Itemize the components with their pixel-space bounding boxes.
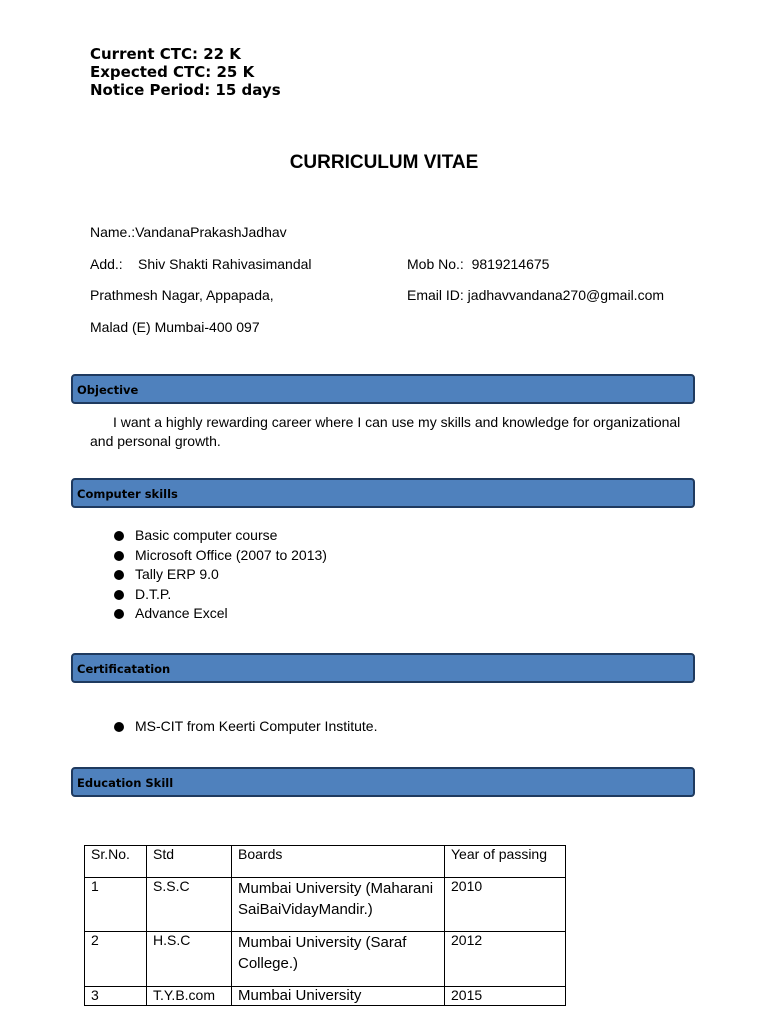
table-cell: 2 <box>85 932 147 987</box>
skill-text: D.T.P. <box>135 585 172 602</box>
section-computer-skills <box>71 478 695 508</box>
table-cell: H.S.C <box>147 932 232 987</box>
table-cell: T.Y.B.com <box>147 987 232 1006</box>
address-line-1: Shiv Shakti Rahivasimandal <box>138 256 312 272</box>
section-objective-label: Objective <box>77 383 139 397</box>
computer-skills-list <box>113 526 327 624</box>
certification-list <box>113 717 377 737</box>
skill-text: Tally ERP 9.0 <box>135 566 219 582</box>
table-cell: 2010 <box>445 878 566 932</box>
table-header-cell: Std <box>147 846 232 878</box>
candidate-name: Name.:VandanaPrakashJadhav <box>90 224 287 240</box>
table-header-cell: Year of passing <box>445 846 566 878</box>
bullet-icon <box>114 609 124 619</box>
address-line-3: Malad (E) Mumbai-400 097 <box>90 319 260 335</box>
table-cell: 1 <box>85 878 147 932</box>
list-item <box>113 717 377 737</box>
notice-period: Notice Period: 15 days <box>90 81 281 99</box>
objective-text: I want a highly rewarding career where I can use my skills and knowledge for organizational and personal growth. <box>90 414 681 449</box>
bullet-icon <box>114 722 124 732</box>
expected-ctc: Expected CTC: 25 K <box>90 63 255 81</box>
section-certification <box>71 653 695 683</box>
list-item <box>113 565 327 585</box>
section-education-label: Education Skill <box>77 776 174 790</box>
table-row <box>85 932 566 987</box>
list-item <box>113 604 327 624</box>
section-computer-skills-label: Computer skills <box>77 487 178 501</box>
table-cell: Mumbai University (Maharani SaiBaiVidayMandir.) <box>232 878 445 932</box>
certification-text: MS-CIT from Keerti Computer Institute. <box>135 718 378 734</box>
table-cell: 3 <box>85 987 147 1006</box>
education-table <box>84 845 566 1006</box>
skill-text: Microsoft Office (2007 to 2013) <box>135 546 327 563</box>
bullet-icon <box>114 551 124 561</box>
current-ctc: Current CTC: 22 K <box>90 45 241 63</box>
skill-text: Advance Excel <box>135 605 228 621</box>
section-certification-label: Certificatation <box>77 662 171 676</box>
table-header-cell: Sr.No. <box>85 846 147 878</box>
table-header-cell: Boards <box>232 846 445 878</box>
table-header-row <box>85 846 566 878</box>
list-item <box>113 526 327 546</box>
email-id: Email ID: jadhavvandana270@gmail.com <box>407 287 665 303</box>
section-education <box>71 767 695 797</box>
list-item <box>113 546 327 566</box>
address-label: Add.: <box>90 256 123 272</box>
address-line-2: Prathmesh Nagar, Appapada, <box>90 287 274 303</box>
table-cell: 2012 <box>445 932 566 987</box>
table-cell: S.S.C <box>147 878 232 932</box>
table-cell: Mumbai University <box>232 987 445 1006</box>
skill-text: Basic computer course <box>135 527 278 543</box>
document-title: CURRICULUM VITAE <box>289 152 479 173</box>
ctc-info <box>90 45 281 99</box>
section-objective <box>71 374 695 404</box>
table-row <box>85 878 566 932</box>
bullet-icon <box>114 570 124 580</box>
mobile-number: Mob No.: 9819214675 <box>407 256 550 272</box>
bullet-icon <box>114 590 124 600</box>
table-cell: Mumbai University (Saraf College.) <box>232 932 445 987</box>
bullet-icon <box>114 531 124 541</box>
table-cell: 2015 <box>445 987 566 1006</box>
table-row <box>85 987 566 1006</box>
list-item <box>113 585 327 605</box>
